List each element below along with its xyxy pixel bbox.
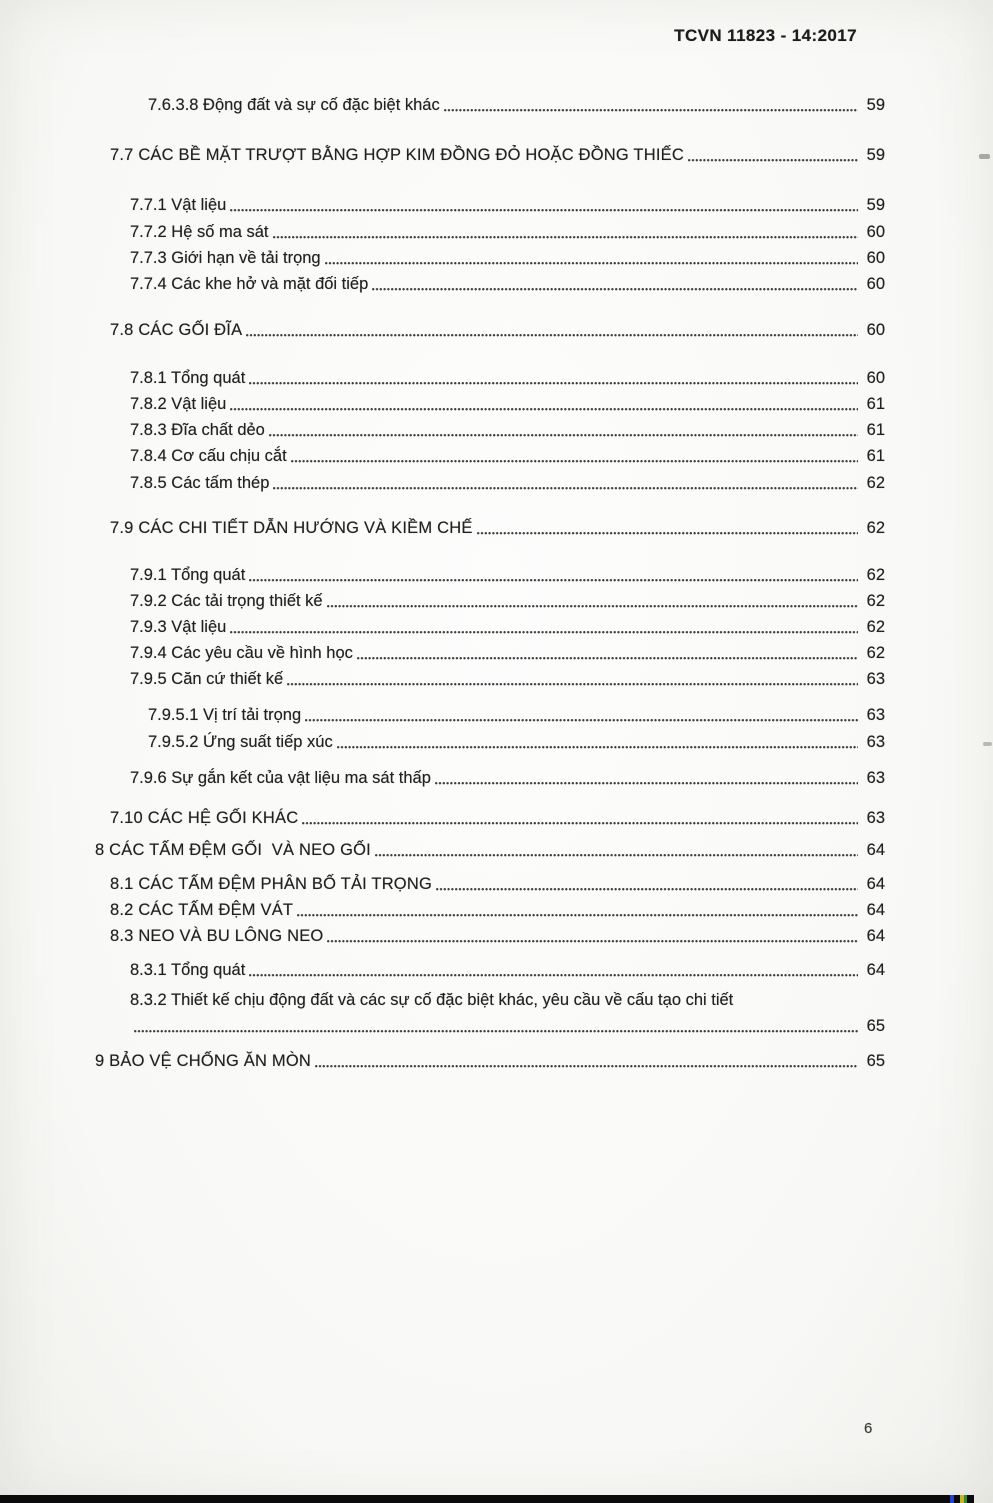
toc-entry-label: 7.7 CÁC BỀ MẶT TRƯỢT BẰNG HỢP KIM ĐỒNG ĐỎ HOẶC ĐỒNG THIẾC [110,146,684,164]
dot-leader [297,897,858,923]
dot-leader [357,640,858,666]
toc-entry [130,562,885,588]
toc-page-number: 60 [866,249,885,267]
toc-page-number: 62 [866,644,885,662]
dot-leader [269,417,858,443]
toc-entry [130,271,885,297]
dot-leader [327,588,858,614]
toc-entry [148,729,885,755]
dot-leader [444,92,858,118]
toc-page-number: 59 [866,96,885,114]
dot-leader [134,1017,858,1039]
toc-page-number: 63 [866,809,885,827]
dot-leader [305,702,858,728]
dot-leader [287,666,858,692]
dot-leader [273,470,858,496]
toc-entry-label: 7.7.3 Giới hạn về tải trọng [130,249,321,267]
dot-leader [230,391,858,417]
toc-page-number: 62 [866,618,885,636]
toc-entry [130,640,885,666]
toc-entry [130,765,885,791]
toc-entry [130,192,885,218]
toc-page-number: 60 [866,369,885,387]
toc-entry-label: 7.8.4 Cơ cấu chịu cắt [130,447,287,465]
toc-entry-label: 7.8.2 Vật liệu [130,395,227,413]
toc-page-number: 59 [866,146,885,164]
toc-entry [130,987,885,1039]
toc-page-number: 63 [866,670,885,688]
toc-page-number: 64 [866,841,885,859]
toc-entry [130,470,885,496]
dot-leader [327,923,858,949]
toc-page-number: 65 [866,1052,885,1070]
toc-entry [110,317,885,343]
dot-leader [372,271,858,297]
dot-leader [477,515,858,541]
scan-artifact-edge-mark [983,742,992,746]
toc-entry [110,923,885,949]
toc-entry [130,219,885,245]
toc-page-number: 64 [866,901,885,919]
toc-entry [110,142,885,168]
toc-entry-label: 7.9.4 Các yêu cầu về hình học [130,644,353,662]
toc-entry [130,588,885,614]
toc-entry [130,365,885,391]
toc-entry-label: 7.9.6 Sự gắn kết của vật liệu ma sát thấp [130,769,431,787]
toc-page-number: 62 [866,474,885,492]
document-header-standard-number: TCVN 11823 - 14:2017 [674,26,857,45]
toc-page-number: 62 [866,592,885,610]
toc-entry-label: 7.9.1 Tổng quát [130,566,246,584]
toc-page-number: 61 [866,395,885,413]
toc-entry [130,614,885,640]
toc-entry-label: 8.2 CÁC TẤM ĐỆM VÁT [110,901,294,919]
dot-leader [249,957,858,983]
dot-leader [325,245,858,271]
toc-page-number: 64 [866,927,885,945]
toc-entry-label: 8.3.1 Tổng quát [130,961,246,979]
toc-entry [148,92,885,118]
dot-leader [291,443,858,469]
dot-leader [315,1048,858,1074]
dot-leader [436,871,858,897]
dot-leader [337,729,858,755]
toc-entry-label: 8.3.2 Thiết kế chịu động đất và các sự cố đặc biệt khác, yêu cầu về cấu tạo chi tiết [130,991,734,1009]
toc-entry-label: 7.7.1 Vật liệu [130,196,227,214]
toc-entry [130,245,885,271]
toc-entry-label: 7.8.3 Đĩa chất dẻo [130,421,265,439]
toc-entry [148,702,885,728]
toc-entry [110,515,885,541]
toc-page-number: 60 [866,223,885,241]
toc-entry [130,417,885,443]
toc-page-number: 62 [866,519,885,537]
toc-entry [130,957,885,983]
toc-page-number: 61 [866,447,885,465]
toc-entry [130,666,885,692]
dot-leader [246,317,858,343]
scan-artifact-bottom-bar [0,1495,966,1503]
dot-leader [375,837,858,863]
toc-entry-label: 7.8.1 Tổng quát [130,369,246,387]
toc-entry-label: 7.9.5.2 Ứng suất tiếp xúc [148,733,333,751]
toc-entry [110,897,885,923]
toc-page-number: 64 [866,961,885,979]
toc-entry-label: 7.8 CÁC GỐI ĐĨA [110,321,243,339]
scan-artifact-color-noise [940,1495,974,1503]
dot-leader [302,805,858,831]
dot-leader [688,142,858,168]
toc-entry [95,837,885,863]
toc-entry-label: 7.9.2 Các tải trọng thiết kế [130,592,323,610]
toc-page-number: 63 [866,706,885,724]
toc-page-number: 62 [866,566,885,584]
toc-page-number: 65 [866,1017,885,1035]
toc-entry [110,805,885,831]
toc-entry-label: 7.10 CÁC HỆ GỐI KHÁC [110,809,299,827]
toc-entry-label: 7.9.3 Vật liệu [130,618,227,636]
dot-leader [249,562,858,588]
toc-page-number: 63 [866,733,885,751]
toc-entry [95,1048,885,1074]
toc-entry-label: 7.6.3.8 Động đất và sự cố đặc biệt khác [148,96,440,114]
table-of-contents [95,92,885,1074]
toc-entry-label: 8.3 NEO VÀ BU LÔNG NEO [110,927,324,945]
dot-leader [249,365,858,391]
toc-entry-label: 7.7.4 Các khe hở và mặt đối tiếp [130,275,369,293]
toc-entry-label: 7.7.2 Hệ số ma sát [130,223,269,241]
dot-leader [435,765,858,791]
toc-page-number: 59 [866,196,885,214]
dot-leader [273,219,859,245]
toc-page-number: 60 [866,275,885,293]
toc-entry [110,871,885,897]
toc-entry [130,443,885,469]
toc-entry-label: 7.8.5 Các tấm thép [130,474,270,492]
toc-page-number: 60 [866,321,885,339]
toc-entry-label: 8 CÁC TẤM ĐỆM GỐI VÀ NEO GỐI [95,841,371,859]
toc-page-number: 64 [866,875,885,893]
toc-entry-label: 9 BẢO VỆ CHỐNG ĂN MÒN [95,1052,311,1070]
toc-entry-label: 7.9.5.1 Vị trí tải trọng [148,706,302,724]
toc-entry-label: 7.9.5 Căn cứ thiết kế [130,670,284,688]
scan-artifact-edge-mark [979,154,990,159]
dot-leader [230,192,858,218]
toc-entry [130,391,885,417]
toc-page-number: 63 [866,769,885,787]
toc-entry-label: 7.9 CÁC CHI TIẾT DẪN HƯỚNG VÀ KIỀM CHẾ [110,519,473,537]
toc-entry-label: 8.1 CÁC TẤM ĐỆM PHÂN BỐ TẢI TRỌNG [110,875,432,893]
toc-page-number: 61 [866,421,885,439]
dot-leader [230,614,858,640]
page-number: 6 [864,1420,873,1437]
